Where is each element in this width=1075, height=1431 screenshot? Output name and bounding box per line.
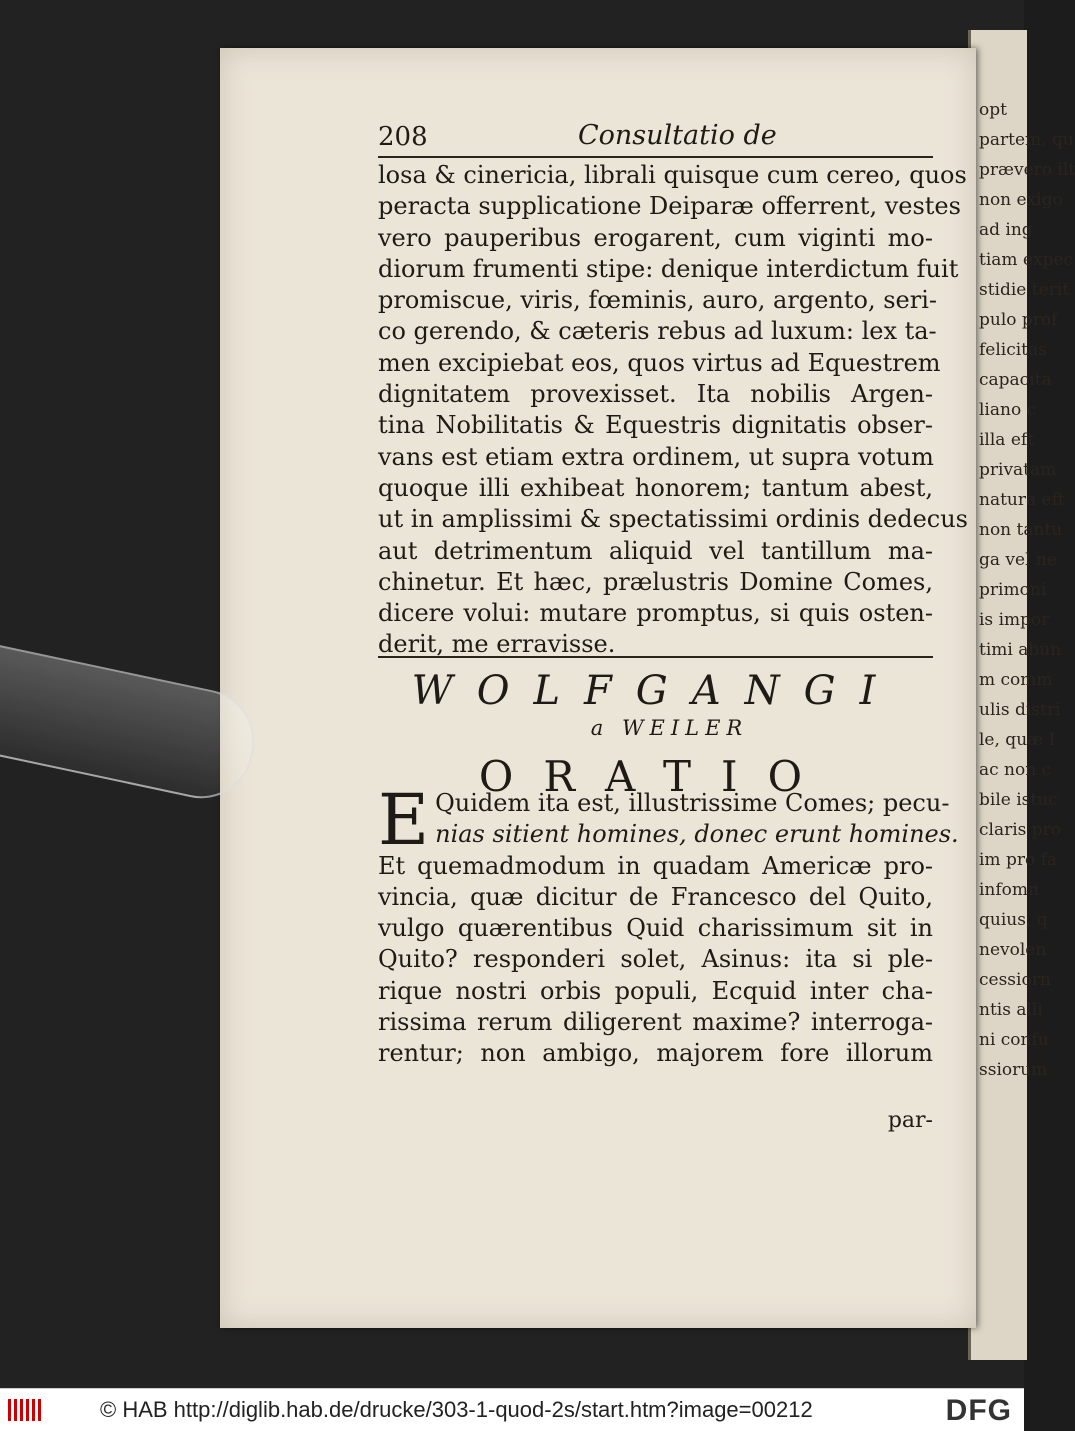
text-line: rentur; non ambigo, majorem fore illorum bbox=[378, 1039, 933, 1068]
catchword: par- bbox=[887, 1108, 933, 1133]
text-line: dignitatem provexisset. Ita nobilis Argen- bbox=[378, 380, 933, 409]
facing-page-fragment: tiam expec bbox=[979, 250, 1074, 270]
text-line: dicere volui: mutare promptus, si quis osten- bbox=[378, 599, 933, 628]
dfg-logo: DFG bbox=[945, 1394, 1012, 1427]
text-line: nias sitient homines, donec erunt homines. bbox=[435, 820, 959, 849]
footer-bar bbox=[0, 1388, 1024, 1431]
facing-page-fragment: le, quæ I bbox=[979, 730, 1056, 750]
text-line: peracta supplicatione Deiparæ offerrent, vestes bbox=[378, 192, 961, 221]
text-line: aut detrimentum aliquid vel tantillum ma- bbox=[378, 536, 933, 565]
facing-page-fragment: pulo prof bbox=[979, 310, 1058, 330]
page-number: 208 bbox=[378, 122, 428, 152]
facing-page-fragment: ssiorum bbox=[979, 1060, 1048, 1080]
text-line: vans est etiam extra ordinem, ut supra votum bbox=[378, 442, 934, 471]
text-line: vero pauperibus erogarent, cum viginti mo- bbox=[378, 223, 933, 252]
facing-page-fragment: ad ing bbox=[979, 220, 1033, 240]
oration-title bbox=[378, 668, 933, 806]
oratio-heading: ORATIO bbox=[478, 752, 833, 801]
barcode-icon bbox=[8, 1399, 42, 1421]
text-line: tina Nobilitatis & Equestris dignitatis obser- bbox=[378, 411, 933, 440]
facing-page bbox=[968, 30, 1075, 1360]
facing-page-fragment: is impor bbox=[979, 610, 1050, 630]
facing-page-fragment: prævero ilt bbox=[979, 160, 1075, 180]
text-line: ut in amplissimi & spectatissimi ordinis dedecus bbox=[378, 505, 968, 534]
facing-page-fragment: im pro fa bbox=[979, 850, 1058, 870]
facing-page-fragment: quius, q bbox=[979, 910, 1048, 930]
facing-page-fragment: nevolen bbox=[979, 940, 1047, 960]
facing-page-fragment: stidie terit bbox=[979, 280, 1070, 300]
head-rule bbox=[378, 156, 933, 158]
text-line: men excipiebat eos, quos virtus ad Equestrem bbox=[378, 348, 941, 377]
facing-page-fragment: ni confu bbox=[979, 1030, 1049, 1050]
facing-page-fragment: natura eft bbox=[979, 490, 1065, 510]
text-line: losa & cinericia, librali quisque cum cereo, quos bbox=[378, 161, 967, 189]
facing-page-fragment: timi abun bbox=[979, 640, 1062, 660]
facing-page-fragment: cessiorn bbox=[979, 970, 1051, 990]
source-link[interactable]: © HAB http://diglib.hab.de/drucke/303-1-quod-2s/start.htm?image=00212 bbox=[100, 1397, 813, 1422]
facing-page-fragment: illa eft bbox=[979, 430, 1035, 450]
facing-page-fragment: ga vel ne bbox=[979, 550, 1057, 570]
text-line: quoque illi exhibeat honorem; tantum abest, bbox=[378, 473, 933, 502]
section-rule bbox=[378, 656, 933, 658]
text-line: rissima rerum diligerent maxime? interroga- bbox=[378, 1008, 933, 1037]
facing-page-fragment: m comm bbox=[979, 670, 1053, 690]
text-line: co gerendo, & cæteris rebus ad luxum: lex ta- bbox=[378, 317, 937, 346]
facing-page-fragment: infomn bbox=[979, 880, 1039, 900]
text-line: Et quemadmodum in quadam Americæ pro- bbox=[378, 851, 933, 880]
facing-page-fragment: bile istuc bbox=[979, 790, 1058, 810]
facing-page-fragment: primoni bbox=[979, 580, 1047, 600]
facing-page-fragment: non exigo bbox=[979, 190, 1063, 210]
facing-page-fragment: non tantu bbox=[979, 520, 1063, 540]
author-sub: a WEILER bbox=[590, 716, 749, 740]
text-line: Quidem ita est, illustrissime Comes; pecu- bbox=[435, 789, 950, 817]
text-line: chinetur. Et hæc, prælustris Domine Comes, bbox=[378, 567, 933, 596]
facing-page-fragment: claris pro bbox=[979, 820, 1062, 840]
facing-page-fragment: partem, qu bbox=[979, 130, 1074, 150]
text-line: Quito? responderi solet, Asinus: ita si ple- bbox=[378, 945, 933, 974]
facing-page-fragment: ac non c bbox=[979, 760, 1052, 780]
text-line: vincia, quæ dicitur de Francesco del Quito, bbox=[378, 882, 933, 911]
text-line: promiscue, viris, fœminis, auro, argento, seri- bbox=[378, 286, 937, 315]
facing-page-fragment: ntis alli bbox=[979, 1000, 1043, 1020]
text-line: derit, me erravisse. bbox=[378, 630, 616, 659]
text-line: diorum frumenti stipe: denique interdictum fuit bbox=[378, 254, 959, 283]
running-title: Consultatio de bbox=[578, 120, 777, 151]
facing-page-fragment: opt bbox=[979, 100, 1007, 120]
drop-cap: E bbox=[378, 779, 430, 861]
facing-page-fragment: ulis distri bbox=[979, 700, 1061, 720]
author-name: WOLFGANGI bbox=[411, 668, 900, 714]
facing-page-fragment: privatam bbox=[979, 460, 1057, 480]
text-line: rique nostri orbis populi, Ecquid inter cha- bbox=[378, 976, 933, 1005]
facing-page-fragment: capacita bbox=[979, 370, 1052, 390]
facing-page-fragment: felicitas bbox=[979, 340, 1047, 360]
text-line: vulgo quærentibus Quid charissimum sit in bbox=[378, 914, 933, 943]
body-text bbox=[378, 160, 968, 661]
oration-text bbox=[378, 779, 959, 1070]
facing-page-fragment: liano c bbox=[979, 400, 1037, 420]
